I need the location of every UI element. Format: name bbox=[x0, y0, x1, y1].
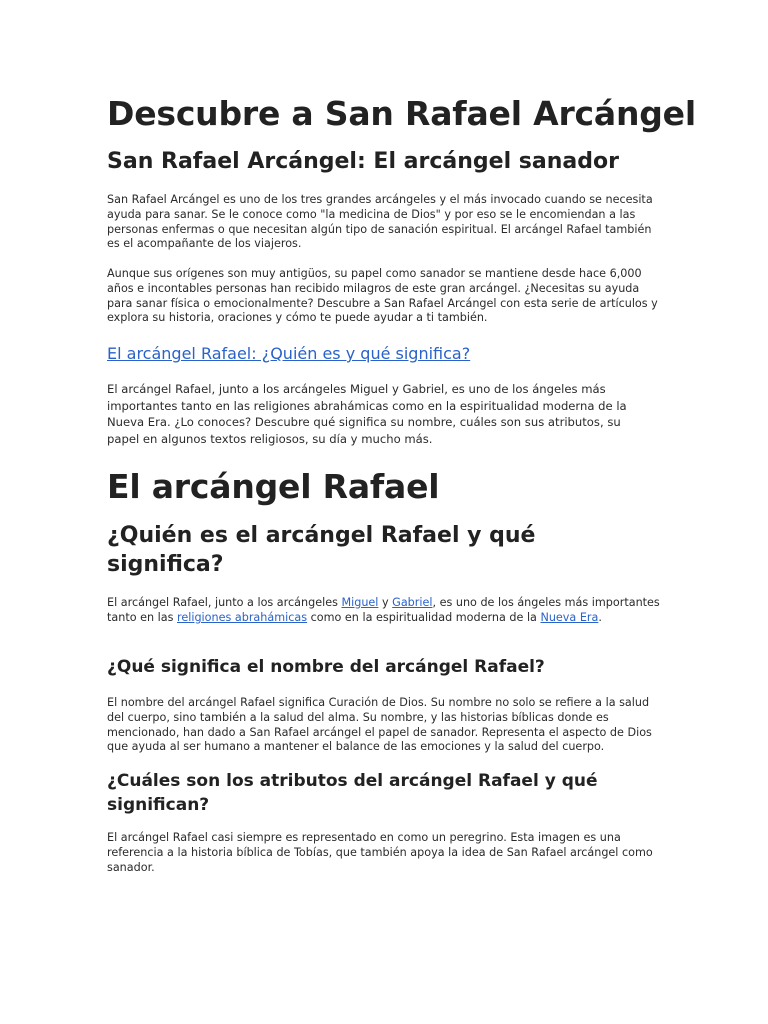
gabriel-link[interactable]: Gabriel bbox=[392, 596, 433, 609]
name-paragraph: El nombre del arcángel Rafael significa Curación de Dios. Su nombre no solo se refiere a la salud del cuerpo, sino también a la salud del alma. Su nombre, y las historias bíblicas donde es mencionado, han dado a San Rafael arcángel el papel de sanador. Representa el aspecto de Dios que ayuda al ser humano a mantener el balance de las emociones y la salud del cuerpo. bbox=[107, 696, 652, 754]
section-subtitle: ¿Quién es el arcángel Rafael y qué significa? bbox=[107, 523, 536, 577]
attributes-paragraph: El arcángel Rafael casi siempre es representado en como un peregrino. Esta imagen es una referencia a la historia bíblica de Tobías, que también apoya la idea de San Rafael arcángel como sanador. bbox=[107, 831, 653, 874]
who-text-3: , es uno de los ángeles más importantes tanto en las bbox=[107, 596, 660, 624]
page-title: Descubre a San Rafael Arcángel bbox=[107, 94, 696, 133]
who-text-5: . bbox=[598, 610, 602, 624]
article-link[interactable]: El arcángel Rafael: ¿Quién es y qué significa? bbox=[107, 344, 471, 363]
intro-paragraph-2: Aunque sus orígenes son muy antigüos, su papel como sanador se mantiene desde hace 6,000 años e incontables personas han recibido milagros de este gran arcángel. ¿Necesitas su ayuda para sanar física o emocionalmente? Descubre a San Rafael Arcángel con esta serie de artículos y explora su historia, oraciones y cómo te puede ayudar a ti también. bbox=[107, 267, 658, 325]
article-summary: El arcángel Rafael, junto a los arcángeles Miguel y Gabriel, es uno de los ángeles más importantes tanto en las religiones abrahámicas como en la espiritualidad moderna de la Nueva Era. ¿Lo conoces? Descubre qué significa su nombre, cuáles son sus atributos, su papel en algunos textos religiosos, su día y mucho más. bbox=[107, 382, 627, 446]
who-text-4: como en la espiritualidad moderna de la bbox=[307, 610, 541, 624]
who-text-2: y bbox=[378, 596, 393, 609]
name-heading: ¿Qué significa el nombre del arcángel Rafael? bbox=[107, 657, 545, 677]
section-title: El arcángel Rafael bbox=[107, 467, 440, 506]
intro-paragraph-1: San Rafael Arcángel es uno de los tres grandes arcángeles y el más invocado cuando se necesita ayuda para sanar. Se le conoce como "la medicina de Dios" y por eso se le encomiendan a las personas enfermas o que necesitan algún tipo de sanación espiritual. El arcángel Rafael también es el acompañante de los viajeros. bbox=[107, 193, 653, 251]
page-subtitle: San Rafael Arcángel: El arcángel sanador bbox=[107, 149, 619, 174]
religiones-abrahamicas-link[interactable]: religiones abrahámicas bbox=[177, 610, 308, 624]
miguel-link[interactable]: Miguel bbox=[341, 596, 379, 609]
who-paragraph bbox=[107, 596, 667, 626]
nueva-era-link[interactable]: Nueva Era bbox=[540, 610, 599, 624]
attributes-heading: ¿Cuáles son los atributos del arcángel Rafael y qué significan? bbox=[107, 771, 598, 815]
who-text-1: El arcángel Rafael, junto a los arcángeles bbox=[107, 596, 342, 609]
